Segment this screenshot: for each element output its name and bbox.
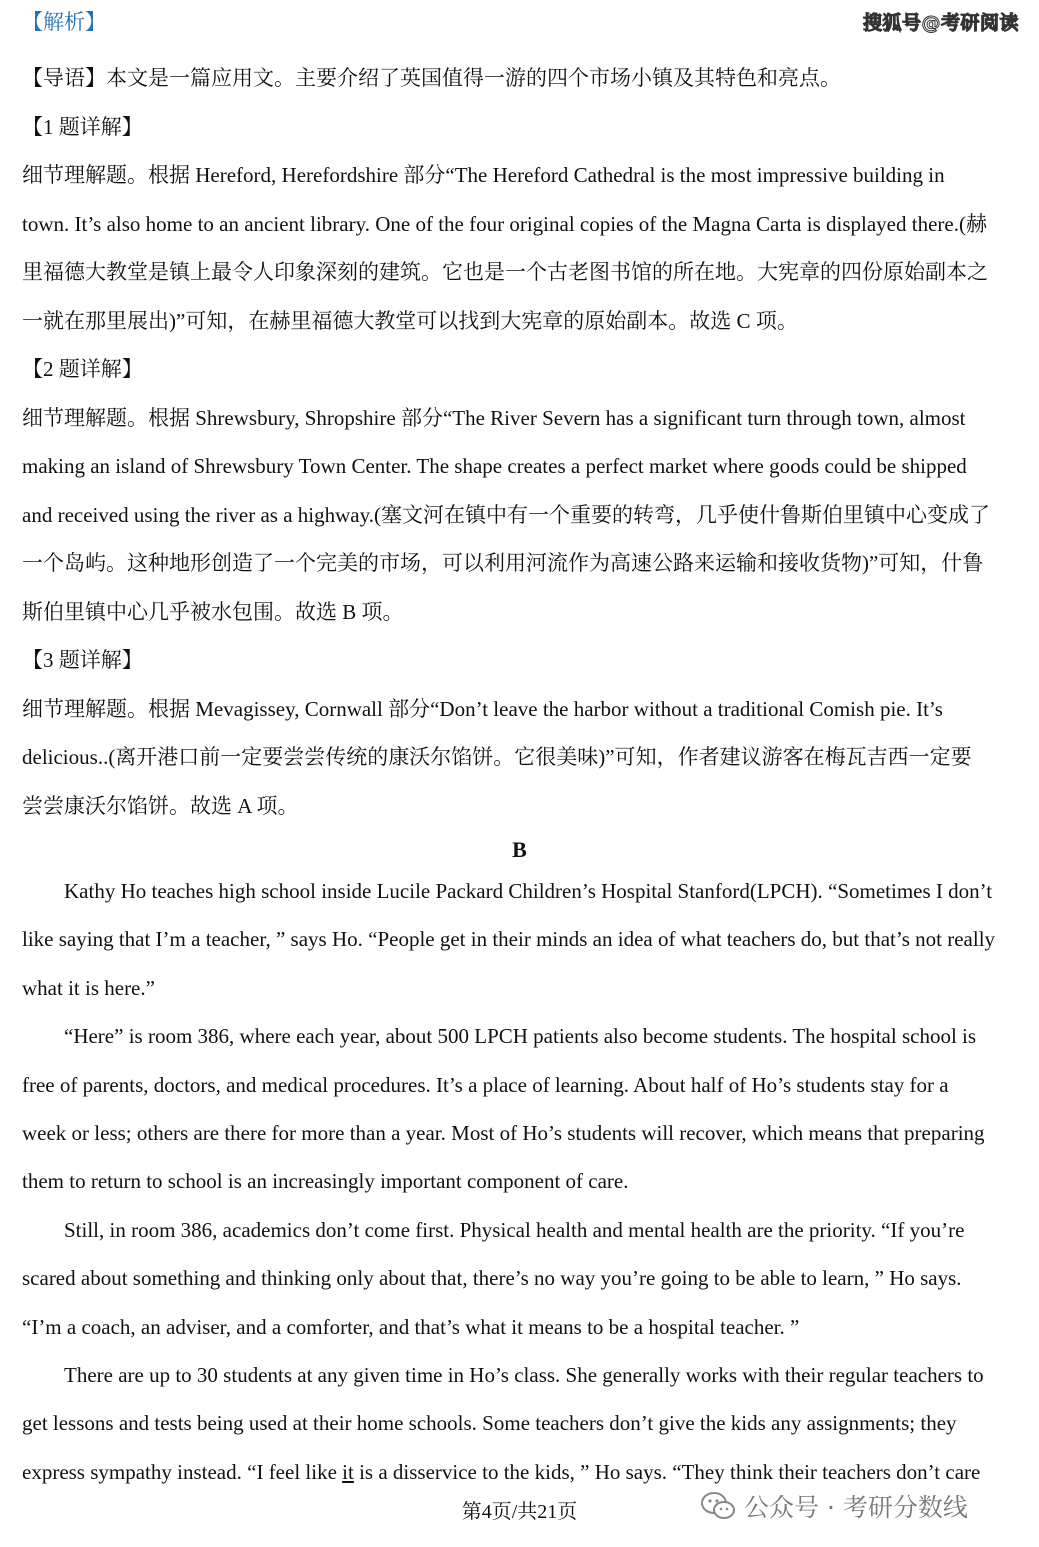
wechat-watermark <box>700 1488 968 1524</box>
q1-heading: 【1 题详解】 <box>22 114 143 139</box>
passage-line: “Here” is room 386, where each year, about 500 LPCH patients also become students. The hospital school is <box>64 1024 977 1049</box>
q3-text-line: 细节理解题。根据 Mevagissey, Cornwall 部分“Don’t leave the harbor without a traditional Comish pie. It’s <box>22 696 943 721</box>
passage-b <box>22 867 1028 1496</box>
q2-text-line: making an island of Shrewsbury Town Center. The shape creates a perfect market where goods could be shipped <box>22 454 967 478</box>
text-before: express sympathy instead. “I feel like <box>22 1459 343 1484</box>
q1-text-line: town. It’s also home to an ancient library. One of the four original copies of the Magna Carta is displayed there.(赫 <box>22 211 987 236</box>
underlined-word: it <box>342 1459 354 1484</box>
passage-line: Kathy Ho teaches high school inside Lucile Packard Children’s Hospital Stanford(LPCH). “Sometimes I don’t <box>64 879 993 903</box>
q2-heading: 【2 题详解】 <box>22 357 143 381</box>
q3-text-line: delicious..(离开港口前一定要尝尝传统的康沃尔馅饼。它很美味)”可知，作者建议游客在梅瓦吉西一定要 <box>22 745 972 769</box>
passage-line: “I’m a coach, an adviser, and a comforter, and that’s what it means to be a hospital teacher. ” <box>22 1314 800 1339</box>
q1-text-line: 一就在那里展出)”可知，在赫里福德大教堂可以找到大宪章的原始副本。故选 C 项。 <box>22 308 798 333</box>
analysis-heading: 【解析】 <box>22 10 106 34</box>
q2-text-line: and received using the river as a highway.(塞文河在镇中有一个重要的转弯，几乎使什鲁斯伯里镇中心变成了 <box>22 502 990 527</box>
q2-text-line: 一个岛屿。这种地形创造了一个完美的市场，可以利用河流作为高速公路来运输和接收货物)”可知，什鲁 <box>22 551 984 575</box>
q2-text-line: 细节理解题。根据 Shrewsbury, Shropshire 部分“The River Severn has a significant turn through town, almost <box>22 405 966 430</box>
q3-text-line: 尝尝康沃尔馅饼。故选 A 项。 <box>22 793 299 818</box>
wechat-icon <box>700 1491 736 1521</box>
passage-line: There are up to 30 students at any given time in Ho’s class. She generally works with their regular teachers to <box>64 1362 984 1387</box>
analysis-section <box>22 54 1028 830</box>
text-after: is a disservice to the kids, ” Ho says. “They think their teachers don’t care <box>353 1459 981 1484</box>
passage-line: get lessons and tests being used at their home schools. Some teachers don’t give the kids any assignments; they <box>22 1411 957 1436</box>
passage-line: like saying that I’m a teacher, ” says Ho. “People get in their minds an idea of what teachers do, but that’s not really <box>22 927 996 952</box>
section-b-heading: B <box>512 837 527 862</box>
page-number: 第4页/共21页 <box>461 1501 578 1523</box>
intro-line: 【导语】本文是一篇应用文。主要介绍了英国值得一游的四个市场小镇及其特色和亮点。 <box>22 66 841 90</box>
q2-text-line: 斯伯里镇中心几乎被水包围。故选 B 项。 <box>22 599 404 624</box>
passage-line: what it is here.” <box>22 975 155 1000</box>
passage-line: scared about something and thinking only about that, there’s no way you’re going to be able to learn, ” Ho says. <box>22 1266 962 1291</box>
q1-text-line: 细节理解题。根据 Hereford, Herefordshire 部分“The Hereford Cathedral is the most impressive building in <box>22 163 945 187</box>
passage-line: them to return to school is an increasingly important component of care. <box>22 1169 629 1194</box>
passage-line: Still, in room 386, academics don’t come first. Physical health and mental health are the priority. “If you’re <box>64 1217 965 1242</box>
q1-text-line: 里福德大教堂是镇上最令人印象深刻的建筑。它也是一个古老图书馆的所在地。大宪章的四份原始副本之 <box>22 260 988 284</box>
passage-line: week or less; others are there for more than a year. Most of Ho’s students will recover, which means that preparing <box>22 1120 985 1145</box>
q3-heading: 【3 题详解】 <box>22 648 143 672</box>
wechat-label: 公众号 · 考研分数线 <box>744 1493 968 1522</box>
watermark-top: 搜狐号@考研阅读 <box>862 12 1019 34</box>
passage-line: free of parents, doctors, and medical procedures. It’s a place of learning. About half of Ho’s students stay for a <box>22 1072 949 1097</box>
